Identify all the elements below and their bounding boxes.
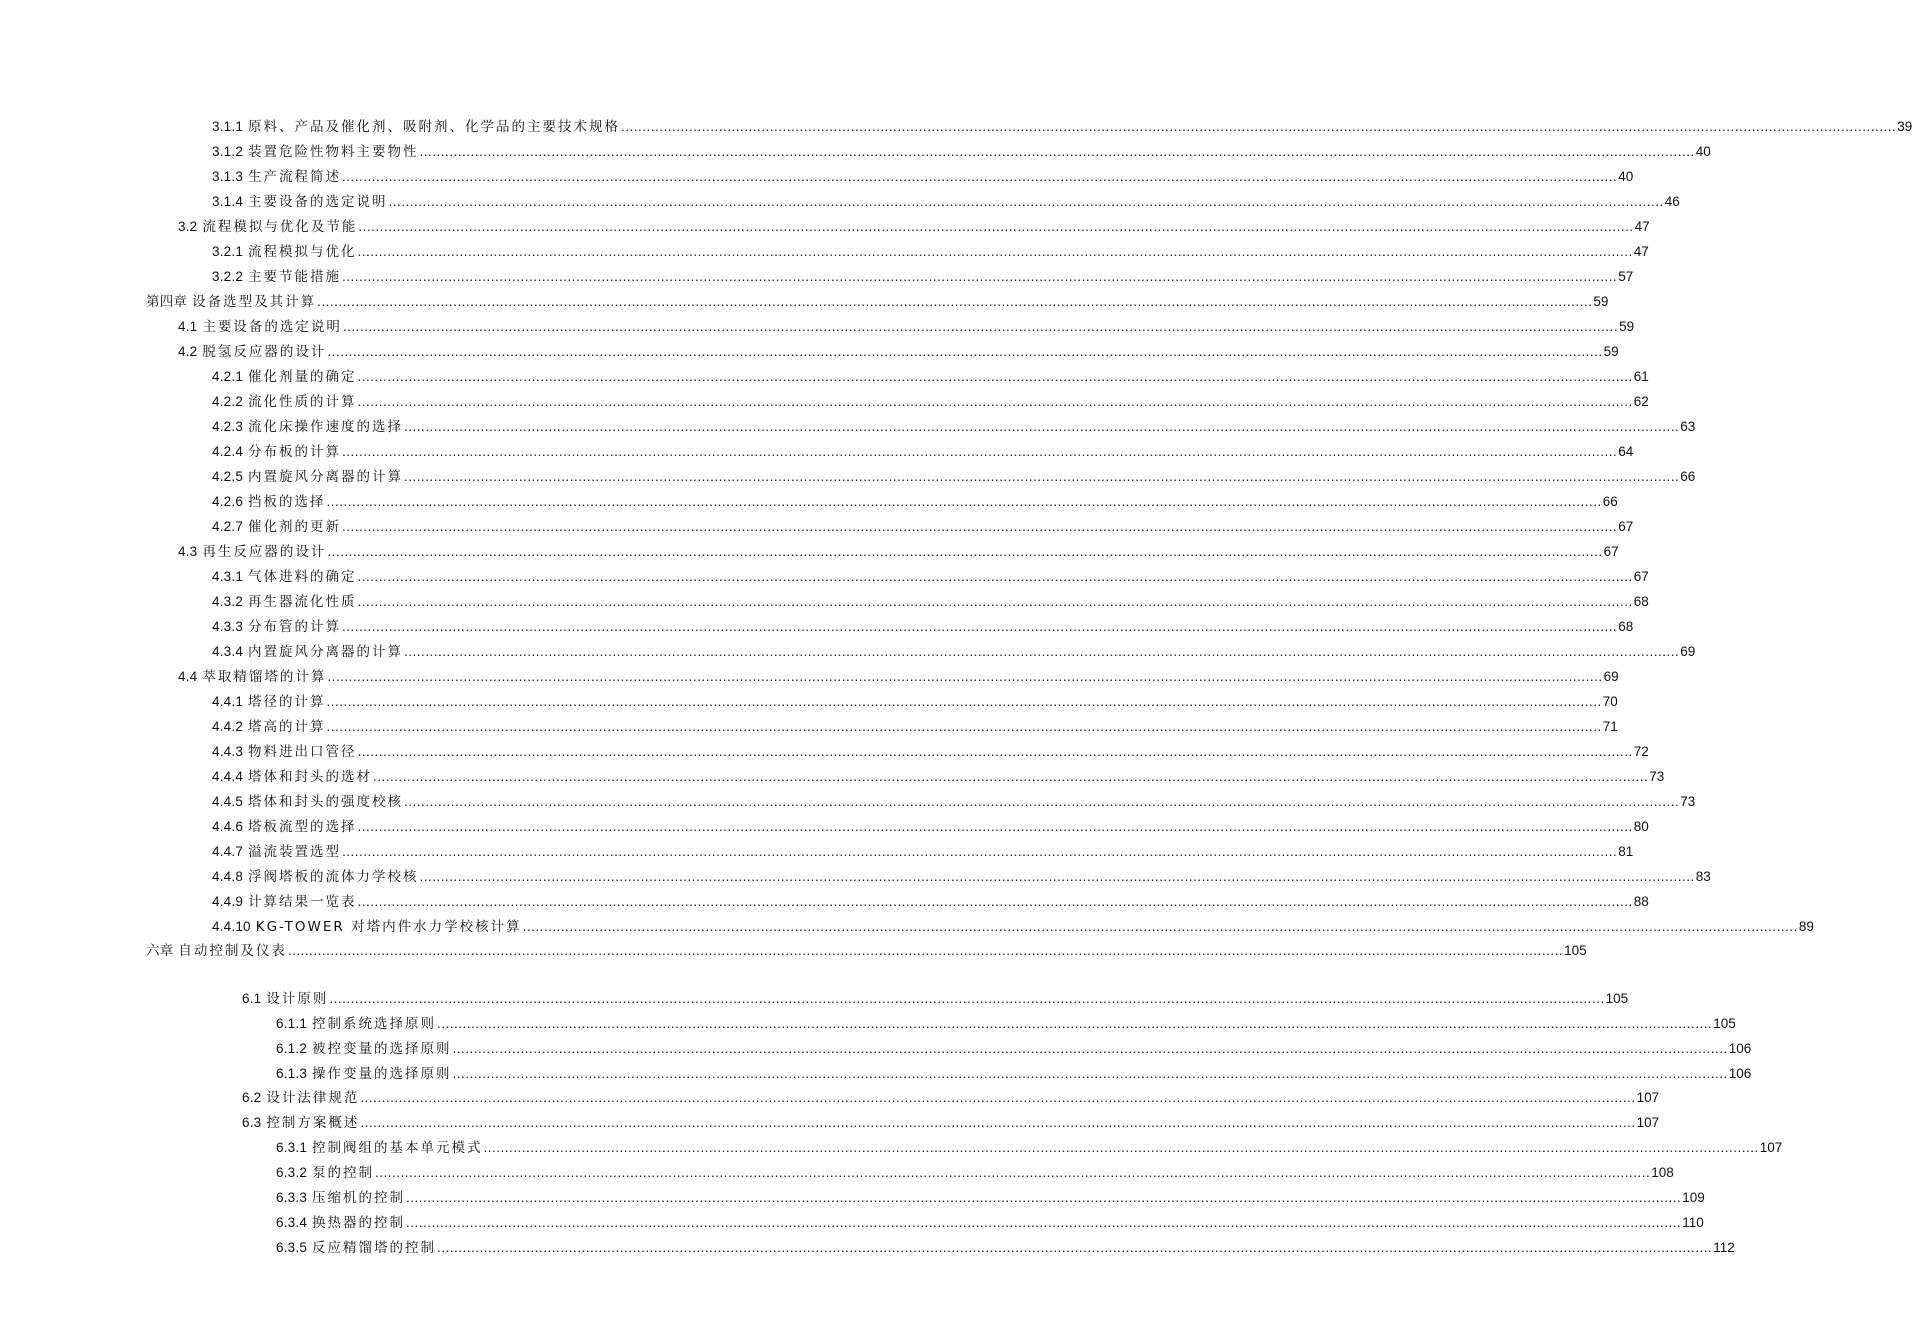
toc-entry-page: 107: [1759, 1140, 1783, 1155]
toc-entry-number: 4.2.3: [212, 419, 244, 434]
dot-leader: ............................................................................................................................................................................................................................................................................................................: [373, 769, 1649, 784]
dot-leader: ............................................................................................................................................................................................................................................................................................................: [406, 1190, 1682, 1205]
toc-entry[interactable]: [212, 892, 1649, 912]
toc-entry-title: 控制系统选择原则: [312, 1016, 437, 1032]
dot-leader: ............................................................................................................................................................................................................................................................................................................: [621, 119, 1897, 134]
toc-entry-number: 4.4.4: [212, 769, 244, 784]
toc-entry-title: 设计法律规范: [266, 1090, 360, 1106]
toc-entry[interactable]: [212, 467, 1696, 487]
toc-entry-title: 脱氢反应器的设计: [202, 344, 327, 360]
toc-entry-number: 6.3: [242, 1115, 262, 1130]
toc-entry-page: 68: [1618, 619, 1634, 634]
dot-leader: ............................................................................................................................................................................................................................................................................................................: [326, 694, 1602, 709]
dot-leader: ............................................................................................................................................................................................................................................................................................................: [357, 369, 1633, 384]
toc-entry-title: 生产流程简述: [248, 169, 342, 185]
toc-entry-number: 6.3.5: [276, 1240, 308, 1255]
toc-entry-title: 计算结果一览表: [248, 894, 357, 910]
toc-entry-number: 6.2: [242, 1090, 262, 1105]
toc-entry-page: 110: [1682, 1215, 1704, 1230]
toc-entry[interactable]: [178, 342, 1619, 362]
dot-leader: ............................................................................................................................................................................................................................................................................................................: [329, 991, 1605, 1006]
toc-entry-number: 4.3.1: [212, 569, 244, 584]
toc-entry-title: 泵的控制: [312, 1165, 375, 1181]
dot-leader: ............................................................................................................................................................................................................................................................................................................: [437, 1240, 1713, 1255]
toc-entry-number: 4.4.9: [212, 894, 244, 909]
toc-entry[interactable]: [212, 192, 1680, 212]
toc-entry-title: 塔高的计算: [248, 719, 326, 735]
toc-entry-page: 47: [1633, 244, 1649, 259]
dot-leader: ............................................................................................................................................................................................................................................................................................................: [452, 1066, 1728, 1081]
toc-entry-number: 3.2.2: [212, 269, 244, 284]
toc-entry-title: 自动控制及仪表: [178, 943, 287, 959]
toc-entry-page: 68: [1633, 594, 1649, 609]
toc-entry-number: 3.2.1: [212, 244, 244, 259]
toc-entry[interactable]: [242, 1088, 1660, 1108]
toc-entry-page: 88: [1633, 894, 1649, 909]
toc-entry-title: 操作变量的选择原则: [312, 1066, 452, 1082]
toc-entry-page: 63: [1680, 419, 1696, 434]
dot-leader: ............................................................................................................................................................................................................................................................................................................: [342, 319, 1619, 334]
toc-entry-title: 物料进出口管径: [248, 744, 357, 760]
dot-leader: ............................................................................................................................................................................................................................................................................................................: [327, 344, 1603, 359]
dot-leader: ............................................................................................................................................................................................................................................................................................................: [522, 919, 1798, 934]
toc-entry-title: 气体进料的确定: [248, 569, 357, 585]
toc-entry[interactable]: [276, 1039, 1752, 1059]
toc-entry-title: 换热器的控制: [312, 1215, 406, 1231]
toc-entry-number: 6.3.2: [276, 1165, 308, 1180]
toc-entry[interactable]: [212, 492, 1618, 512]
toc-entry-number: 6.3.3: [276, 1190, 308, 1205]
toc-entry-number: 4.3: [178, 544, 198, 559]
toc-entry-title: 流化床操作速度的选择: [248, 419, 404, 435]
toc-entry[interactable]: [212, 592, 1649, 612]
toc-entry-number: 4.2.5: [212, 469, 244, 484]
toc-entry-number: 6.3.1: [276, 1140, 308, 1155]
dot-leader: ............................................................................................................................................................................................................................................................................................................: [375, 1165, 1651, 1180]
dot-leader: ............................................................................................................................................................................................................................................................................................................: [287, 943, 1564, 958]
toc-entry-number: 6.1: [242, 991, 262, 1006]
toc-entry-page: 106: [1728, 1066, 1752, 1081]
toc-entry-page: 59: [1593, 294, 1609, 309]
toc-entry-page: 66: [1602, 494, 1618, 509]
toc-entry-number: 6.1.2: [276, 1041, 308, 1056]
toc-entry-title: 设备选型及其计算: [192, 294, 317, 310]
toc-entry-number: 4.4.6: [212, 819, 244, 834]
toc-entry[interactable]: [212, 367, 1649, 387]
toc-entry-title: 主要设备的选定说明: [202, 319, 342, 335]
toc-entry[interactable]: [212, 642, 1696, 662]
dot-leader: ............................................................................................................................................................................................................................................................................................................: [342, 444, 1618, 459]
dot-leader: ............................................................................................................................................................................................................................................................................................................: [357, 569, 1633, 584]
toc-entry[interactable]: [212, 817, 1649, 837]
toc-entry-title: 挡板的选择: [248, 494, 326, 510]
toc-entry[interactable]: [146, 941, 1587, 961]
toc-entry-page: 70: [1602, 694, 1618, 709]
toc-entry[interactable]: [178, 317, 1635, 337]
toc-entry-number: 4.4.7: [212, 844, 244, 859]
toc-entry-title: 塔径的计算: [248, 694, 326, 710]
toc-entry-page: 112: [1713, 1240, 1735, 1255]
dot-leader: ............................................................................................................................................................................................................................................................................................................: [404, 794, 1680, 809]
toc-entry-title: 塔体和封头的强度校核: [248, 794, 404, 810]
toc-entry-page: 106: [1728, 1041, 1752, 1056]
toc-entry[interactable]: [212, 692, 1618, 712]
toc-entry-page: 57: [1618, 269, 1634, 284]
dot-leader: ............................................................................................................................................................................................................................................................................................................: [419, 869, 1695, 884]
dot-leader: ............................................................................................................................................................................................................................................................................................................: [404, 419, 1680, 434]
toc-entry-title: 溢流装置选型: [248, 844, 342, 860]
toc-entry[interactable]: [212, 517, 1634, 537]
toc-entry-title: 主要节能措施: [248, 269, 342, 285]
toc-entry-title: 浮阀塔板的流体力学校核: [248, 869, 419, 885]
toc-entry[interactable]: [212, 417, 1696, 437]
toc-entry-number: 4.2.4: [212, 444, 244, 459]
toc-entry[interactable]: [242, 1113, 1660, 1133]
toc-entry[interactable]: [212, 167, 1634, 187]
toc-entry[interactable]: [212, 392, 1649, 412]
dot-leader: ............................................................................................................................................................................................................................................................................................................: [342, 844, 1618, 859]
toc-entry-page: 61: [1633, 369, 1649, 384]
toc-entry[interactable]: [276, 1238, 1735, 1258]
toc-entry-title: 压缩机的控制: [312, 1190, 406, 1206]
toc-entry-title: 装置危险性物料主要物性: [248, 144, 419, 160]
toc-entry-number: 6.1.1: [276, 1016, 308, 1031]
toc-entry-page: 40: [1695, 144, 1711, 159]
toc-entry-title: 内置旋风分离器的计算: [248, 644, 404, 660]
toc-entry-number: 3.1.2: [212, 144, 244, 159]
toc-entry[interactable]: [276, 1064, 1752, 1084]
toc-entry-title: 内置旋风分离器的计算: [248, 469, 404, 485]
toc-entry-page: 66: [1680, 469, 1696, 484]
dot-leader: ............................................................................................................................................................................................................................................................................................................: [326, 719, 1602, 734]
toc-entry-page: 107: [1636, 1115, 1660, 1130]
toc-entry-number: 4.4.2: [212, 719, 244, 734]
toc-entry-title: 塔体和封头的选材: [248, 769, 373, 785]
toc-entry-number: 4.2.7: [212, 519, 244, 534]
toc-entry-page: 73: [1649, 769, 1665, 784]
toc-entry-page: 80: [1633, 819, 1649, 834]
toc-entry-title: 被控变量的选择原则: [312, 1041, 452, 1057]
toc-entry[interactable]: [276, 1138, 1783, 1158]
toc-entry-page: 69: [1680, 644, 1696, 659]
toc-entry-number: 4.4.1: [212, 694, 244, 709]
toc-entry-number: 3.1.4: [212, 194, 244, 209]
toc-entry-page: 64: [1618, 444, 1634, 459]
toc-entry-page: 46: [1664, 194, 1680, 209]
toc-entry[interactable]: [212, 867, 1711, 887]
toc-entry-number: 4.2.1: [212, 369, 244, 384]
toc-entry-page: 72: [1633, 744, 1649, 759]
toc-entry-page: 39: [1897, 119, 1912, 134]
toc-entry[interactable]: [178, 667, 1619, 687]
toc-entry-title: 催化剂量的确定: [248, 369, 357, 385]
toc-entry-title: 分布管的计算: [248, 619, 342, 635]
toc-entry-title: 反应精馏塔的控制: [312, 1240, 437, 1256]
dot-leader: ............................................................................................................................................................................................................................................................................................................: [360, 1090, 1636, 1105]
toc-entry-title: 再生器流化性质: [248, 594, 357, 610]
toc-entry-page: 105: [1605, 991, 1629, 1006]
dot-leader: ............................................................................................................................................................................................................................................................................................................: [326, 494, 1602, 509]
dot-leader: ............................................................................................................................................................................................................................................................................................................: [404, 644, 1680, 659]
dot-leader: ............................................................................................................................................................................................................................................................................................................: [357, 594, 1633, 609]
dot-leader: ............................................................................................................................................................................................................................................................................................................: [360, 1115, 1636, 1130]
toc-entry-number: 4.3.4: [212, 644, 244, 659]
toc-entry-title: KG-TOWER 对塔内件水力学校核计算: [255, 919, 522, 935]
dot-leader: ............................................................................................................................................................................................................................................................................................................: [357, 244, 1633, 259]
toc-entry-number: 6.1.3: [276, 1066, 308, 1081]
toc-entry-number: 4.3.2: [212, 594, 244, 609]
toc-entry-page: 81: [1618, 844, 1634, 859]
dot-leader: ............................................................................................................................................................................................................................................................................................................: [327, 544, 1603, 559]
toc-entry-number: 6.3.4: [276, 1215, 308, 1230]
toc-entry-title: 设计原则: [266, 991, 329, 1007]
dot-leader: ............................................................................................................................................................................................................................................................................................................: [437, 1016, 1713, 1031]
toc-entry-title: 控制阀组的基本单元模式: [312, 1140, 483, 1156]
dot-leader: ............................................................................................................................................................................................................................................................................................................: [357, 394, 1633, 409]
toc-entry-title: 催化剂的更新: [248, 519, 342, 535]
toc-entry-number: 4.2.2: [212, 394, 244, 409]
toc-entry[interactable]: [212, 142, 1711, 162]
toc-entry[interactable]: [276, 1163, 1674, 1183]
toc-entry-page: 67: [1603, 544, 1619, 559]
toc-entry[interactable]: [212, 767, 1665, 787]
dot-leader: ............................................................................................................................................................................................................................................................................................................: [327, 669, 1603, 684]
toc-entry[interactable]: [276, 1188, 1705, 1208]
toc-entry-page: 67: [1618, 519, 1634, 534]
dot-leader: ............................................................................................................................................................................................................................................................................................................: [358, 219, 1634, 234]
toc-entry-title: 流化性质的计算: [248, 394, 357, 410]
dot-leader: ............................................................................................................................................................................................................................................................................................................: [357, 819, 1633, 834]
toc-entry-page: 105: [1713, 1016, 1736, 1031]
toc-entry[interactable]: [276, 1213, 1704, 1233]
toc-entry[interactable]: [212, 267, 1634, 287]
toc-entry-number: 4.4.3: [212, 744, 244, 759]
toc-entry-title: 再生反应器的设计: [202, 544, 327, 560]
toc-entry-title: 控制方案概述: [266, 1115, 360, 1131]
dot-leader: ............................................................................................................................................................................................................................................................................................................: [342, 169, 1618, 184]
dot-leader: ............................................................................................................................................................................................................................................................................................................: [419, 144, 1695, 159]
toc-entry[interactable]: [242, 989, 1629, 1009]
dot-leader: ............................................................................................................................................................................................................................................................................................................: [452, 1041, 1728, 1056]
toc-entry-page: 67: [1633, 569, 1649, 584]
dot-leader: ............................................................................................................................................................................................................................................................................................................: [317, 294, 1593, 309]
toc-entry-title: 原料、产品及催化剂、吸附剂、化学品的主要技术规格: [248, 119, 621, 135]
dot-leader: ............................................................................................................................................................................................................................................................................................................: [357, 744, 1633, 759]
toc-entry[interactable]: [212, 742, 1649, 762]
toc-entry-title: 塔板流型的选择: [248, 819, 357, 835]
toc-entry[interactable]: [212, 717, 1618, 737]
toc-entry-number: 4.3.3: [212, 619, 244, 634]
toc-entry-number: 3.2: [178, 219, 198, 234]
toc-entry-page: 59: [1619, 319, 1635, 334]
toc-entry-page: 89: [1798, 919, 1814, 934]
toc-entry-number: 4.2.6: [212, 494, 244, 509]
toc-entry-number: 3.1.3: [212, 169, 244, 184]
toc-entry[interactable]: [212, 792, 1696, 812]
toc-entry-page: 71: [1602, 719, 1618, 734]
dot-leader: ............................................................................................................................................................................................................................................................................................................: [406, 1215, 1682, 1230]
dot-leader: ............................................................................................................................................................................................................................................................................................................: [342, 619, 1618, 634]
dot-leader: ............................................................................................................................................................................................................................................................................................................: [357, 894, 1633, 909]
toc-entry[interactable]: [212, 242, 1649, 262]
toc-entry-title: 流程模拟与优化及节能: [202, 219, 358, 235]
toc-entry[interactable]: [212, 567, 1649, 587]
dot-leader: ............................................................................................................................................................................................................................................................................................................: [404, 469, 1680, 484]
toc-entry[interactable]: [212, 617, 1634, 637]
toc-entry-page: 83: [1695, 869, 1711, 884]
toc-entry-number: 4.1: [178, 319, 198, 334]
toc-entry-title: 流程模拟与优化: [248, 244, 357, 260]
toc-entry[interactable]: [276, 1014, 1736, 1034]
toc-entry[interactable]: [146, 292, 1609, 312]
toc-entry-page: 62: [1633, 394, 1649, 409]
toc-entry-number: 3.1.1: [212, 119, 244, 134]
toc-entry-page: 69: [1603, 669, 1619, 684]
toc-entry-page: 47: [1634, 219, 1650, 234]
toc-entry[interactable]: [212, 842, 1634, 862]
toc-entry-page: 108: [1651, 1165, 1674, 1180]
toc-entry-number: 4.4.5: [212, 794, 244, 809]
toc-entry-page: 109: [1682, 1190, 1705, 1205]
dot-leader: ............................................................................................................................................................................................................................................................................................................: [388, 194, 1664, 209]
toc-entry-number: 六章: [146, 943, 174, 958]
toc-entry-title: 萃取精馏塔的计算: [202, 669, 327, 685]
toc-entry-number: 4.4.8: [212, 869, 244, 884]
dot-leader: ............................................................................................................................................................................................................................................................................................................: [342, 519, 1618, 534]
toc-entry-page: 105: [1564, 943, 1587, 958]
toc-entry-page: 59: [1603, 344, 1619, 359]
toc-entry[interactable]: [212, 917, 1814, 937]
dot-leader: ............................................................................................................................................................................................................................................................................................................: [483, 1140, 1759, 1155]
toc-entry-number: 4.4: [178, 669, 198, 684]
toc-entry-number: 4.4.10: [212, 919, 251, 934]
dot-leader: ............................................................................................................................................................................................................................................................................................................: [342, 269, 1618, 284]
toc-entry-number: 第四章: [146, 294, 188, 309]
toc-entry-page: 40: [1618, 169, 1634, 184]
toc-entry-page: 107: [1636, 1090, 1660, 1105]
toc-entry[interactable]: [178, 217, 1650, 237]
toc-entry[interactable]: [178, 542, 1619, 562]
toc-entry-number: 4.2: [178, 344, 198, 359]
toc-entry-page: 73: [1680, 794, 1696, 809]
toc-entry[interactable]: [212, 442, 1634, 462]
toc-entry[interactable]: [212, 117, 1912, 137]
toc-entry-title: 主要设备的选定说明: [248, 194, 388, 210]
toc-entry-title: 分布板的计算: [248, 444, 342, 460]
